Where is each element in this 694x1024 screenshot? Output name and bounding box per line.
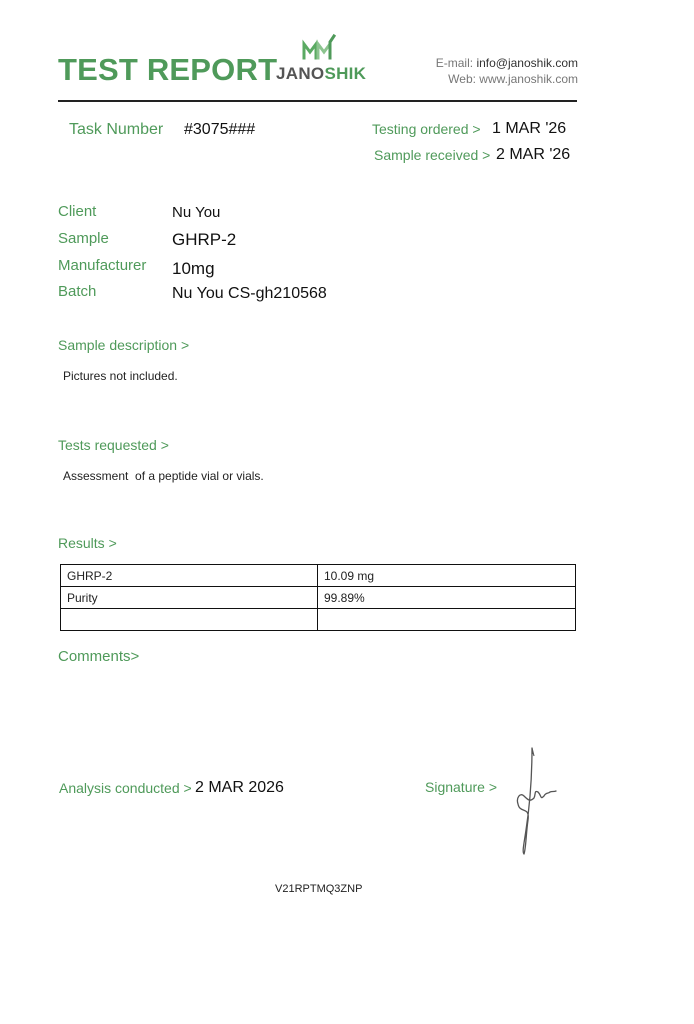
result-name xyxy=(61,609,318,631)
batch-label: Batch xyxy=(58,283,97,300)
testing-ordered-label: Testing ordered > xyxy=(372,121,481,137)
sample-value: GHRP-2 xyxy=(172,230,237,249)
client-label: Client xyxy=(58,203,97,220)
table-row xyxy=(61,587,576,609)
web-line xyxy=(436,71,578,87)
result-value: 99.89% xyxy=(318,587,576,609)
tests-requested-text: Assessment of a peptide vial or vials. xyxy=(63,469,264,483)
manufacturer-label: Manufacturer xyxy=(58,257,147,274)
table-row xyxy=(61,609,576,631)
email-line xyxy=(436,55,578,71)
task-number-label: Task Number xyxy=(69,121,164,138)
results-label: Results > xyxy=(58,535,117,551)
logo-wordmark xyxy=(276,64,366,84)
signature-icon xyxy=(512,744,562,858)
analysis-conducted-value: 2 MAR 2026 xyxy=(195,779,284,796)
result-value: 10.09 mg xyxy=(318,565,576,587)
result-name: Purity xyxy=(61,587,318,609)
testing-ordered-value: 1 MAR '26 xyxy=(492,120,567,137)
report-code: V21RPTMQ3ZNP xyxy=(275,883,363,895)
web-link[interactable]: www.janoshik.com xyxy=(479,72,578,86)
client-value: Nu You xyxy=(172,204,221,221)
task-number-value: #3075### xyxy=(184,121,256,138)
result-name: GHRP-2 xyxy=(61,565,318,587)
web-label: Web: xyxy=(448,72,476,86)
sample-received-value: 2 MAR '26 xyxy=(496,146,571,163)
manufacturer-value: 10mg xyxy=(172,259,215,278)
comments-label: Comments> xyxy=(58,648,140,665)
table-row xyxy=(61,565,576,587)
analysis-conducted-label: Analysis conducted > xyxy=(59,780,192,796)
report-title: TEST REPORT xyxy=(58,52,278,87)
batch-value: Nu You CS-gh210568 xyxy=(172,285,327,302)
email-label: E-mail: xyxy=(435,56,474,70)
tests-requested-label: Tests requested > xyxy=(58,437,169,453)
results-table xyxy=(60,564,576,631)
contact-info xyxy=(436,55,578,87)
sample-received-label: Sample received > xyxy=(374,147,491,163)
email-link[interactable]: info@janoshik.com xyxy=(476,56,578,70)
signature-label: Signature > xyxy=(425,779,497,795)
logo-wordmark-jano: JANO xyxy=(276,64,325,83)
sample-description-label: Sample description > xyxy=(58,337,190,353)
sample-description-text: Pictures not included. xyxy=(63,369,178,383)
logo-wordmark-shik: SHIK xyxy=(324,64,367,83)
sample-label: Sample xyxy=(58,230,109,247)
header-divider xyxy=(58,100,577,102)
result-value xyxy=(318,609,576,631)
